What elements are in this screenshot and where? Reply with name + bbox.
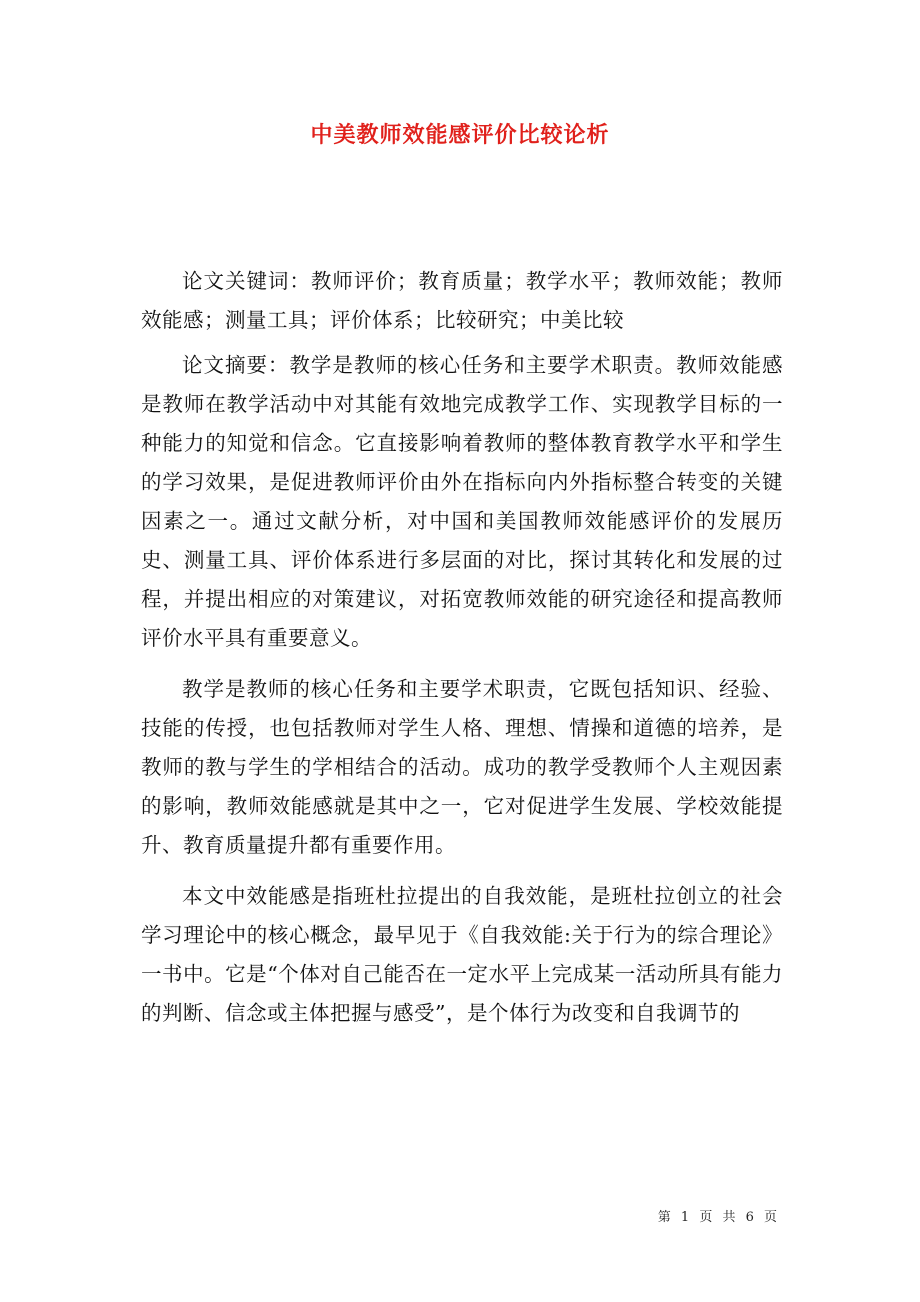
document-body (141, 262, 783, 1033)
page-number-footer: 第 1 页 共 6 页 (657, 1210, 780, 1225)
body-paragraph-1: 教学是教师的核心任务和主要学术职责，它既包括知识、经验、技能的传授，也包括教师对学生人格、理想、情操和道德的培养，是教师的教与学生的学相结合的活动。成功的教学受教师个人主观因素的影响，教师效能感就是其中之一，它对促进学生发展、学校效能提升、教育质量提升都有重要作用。 (141, 677, 783, 857)
body-paragraph-2: 本文中效能感是指班杜拉提出的自我效能，是班杜拉创立的社会学习理论中的核心概念，最早见于《自我效能:关于行为的综合理论》一书中。它是“个体对自己能否在一定水平上完成某一活动所具有能力的判断、信念或主体把握与感受”，是个体行为改变和自我调节的 (141, 884, 783, 1025)
document-title: 中美教师效能感评价比较论析 (310, 122, 610, 148)
abstract-paragraph: 论文摘要：教学是教师的核心任务和主要学术职责。教师效能感是教师在教学活动中对其能有效地完成教学工作、实现教学目标的一种能力的知觉和信念。它直接影响着教师的整体教育教学水平和学生的学习效果，是促进教师评价由外在指标向内外指标整合转变的关键因素之一。通过文献分析，对中国和美国教师效能感评价的发展历史、测量工具、评价体系进行多层面的对比，探讨其转化和发展的过程，并提出相应的对策建议，对拓宽教师效能的研究途径和提高教师评价水平具有重要意义。 (141, 353, 783, 650)
keywords-paragraph: 论文关键词：教师评价；教育质量；教学水平；教师效能；教师效能感；测量工具；评价体系；比较研究；中美比较 (141, 269, 783, 332)
